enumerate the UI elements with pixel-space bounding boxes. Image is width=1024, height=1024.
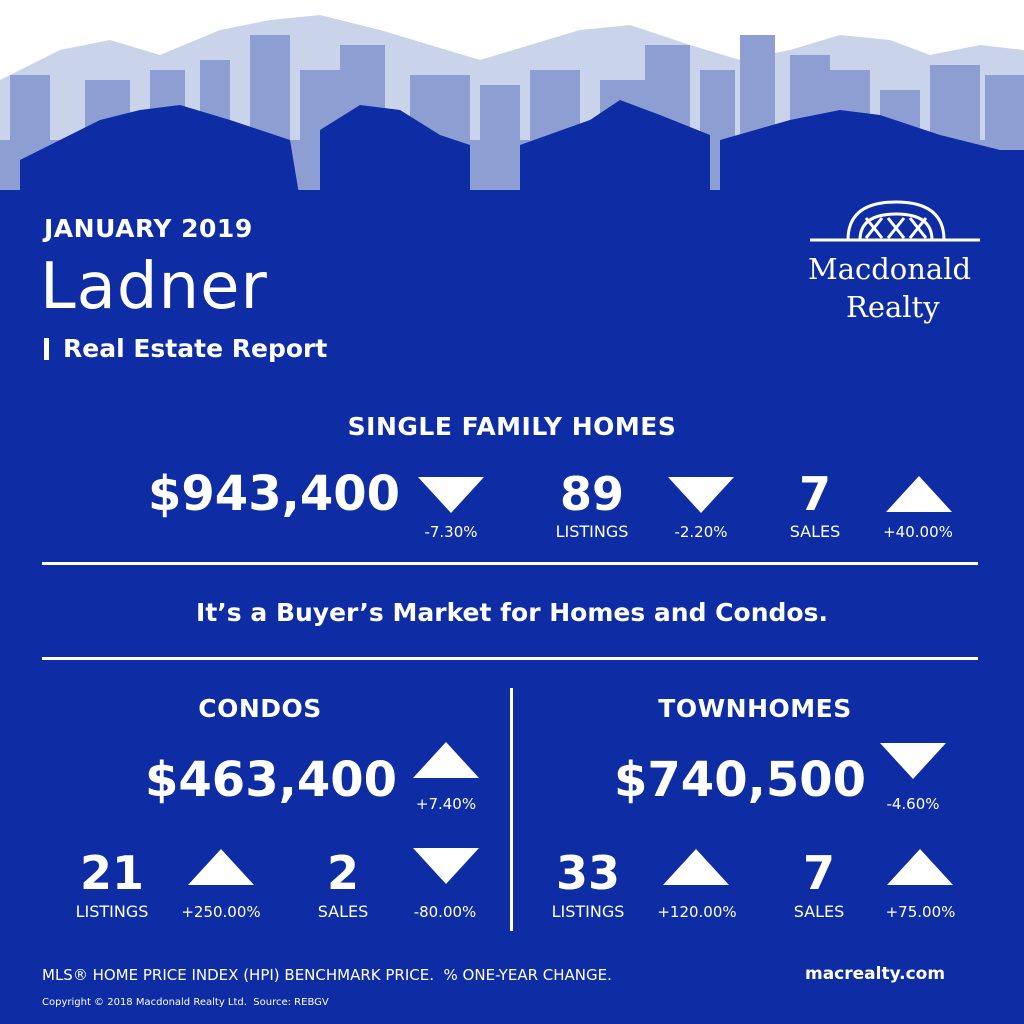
subtitle-bar <box>44 338 49 360</box>
single-family-title: SINGLE FAMILY HOMES <box>347 412 677 441</box>
divider-middle <box>42 657 978 660</box>
townhomes-price: $740,500 <box>614 752 867 808</box>
single-family-listings-change: -2.20% <box>674 523 728 541</box>
condos-sales: 2 <box>326 846 359 900</box>
arrow-up-icon <box>663 849 729 885</box>
townhomes-listings: 33 <box>555 846 620 900</box>
condos-sales-label: SALES <box>317 902 369 921</box>
arrow-up-icon <box>188 849 254 885</box>
arrow-down-icon <box>413 848 479 884</box>
townhomes-price-change: -4.60% <box>886 795 940 813</box>
condos-listings-label: LISTINGS <box>75 902 149 921</box>
logo-wordmark-line2: Realty <box>846 290 940 324</box>
townhomes-sales-change: +75.00% <box>885 903 956 921</box>
single-family-sales: 7 <box>798 467 831 521</box>
website-link[interactable]: macrealty.com <box>805 964 946 984</box>
report-subtitle <box>44 334 327 363</box>
arrow-up-icon <box>887 849 953 885</box>
townhomes-listings-change: +120.00% <box>657 903 737 921</box>
townhomes-sales: 7 <box>802 846 835 900</box>
single-family-price-change: -7.30% <box>424 523 478 541</box>
townhomes-title: TOWNHOMES <box>658 694 852 723</box>
arrow-up-icon <box>413 742 479 778</box>
townhomes-sales-label: SALES <box>793 902 845 921</box>
city-name: Ladner <box>40 250 268 324</box>
condos-listings-change: +250.00% <box>181 903 261 921</box>
condos-title: CONDOS <box>198 694 322 723</box>
condos-price: $463,400 <box>145 752 398 808</box>
arrow-down-icon <box>418 477 484 513</box>
divider-vertical <box>510 688 513 931</box>
arrow-down-icon <box>668 477 734 513</box>
city-skyline-illustration <box>0 0 1024 200</box>
condos-listings: 21 <box>79 846 144 900</box>
condos-price-change: +7.40% <box>415 795 477 813</box>
logo-wordmark-line1: Macdonald <box>808 252 972 286</box>
single-family-sales-label: SALES <box>789 522 841 541</box>
market-tagline: It’s a Buyer’s Market for Homes and Condos. <box>196 598 828 627</box>
condos-sales-change: -80.00% <box>413 903 477 921</box>
townhomes-listings-label: LISTINGS <box>551 902 625 921</box>
single-family-listings-label: LISTINGS <box>555 522 629 541</box>
divider-top <box>42 562 978 565</box>
single-family-listings: 89 <box>559 467 624 521</box>
single-family-sales-change: +40.00% <box>883 523 953 541</box>
footer-note: MLS® HOME PRICE INDEX (HPI) BENCHMARK PRICE. % ONE-YEAR CHANGE. <box>42 966 612 984</box>
arrow-down-icon <box>880 743 946 779</box>
report-month: JANUARY 2019 <box>44 214 253 243</box>
report-subtitle-text: Real Estate Report <box>63 334 328 363</box>
copyright: Copyright © 2018 Macdonald Realty Ltd. Source: REBGV <box>42 997 329 1008</box>
arrow-up-icon <box>886 476 952 512</box>
single-family-price: $943,400 <box>148 466 401 522</box>
